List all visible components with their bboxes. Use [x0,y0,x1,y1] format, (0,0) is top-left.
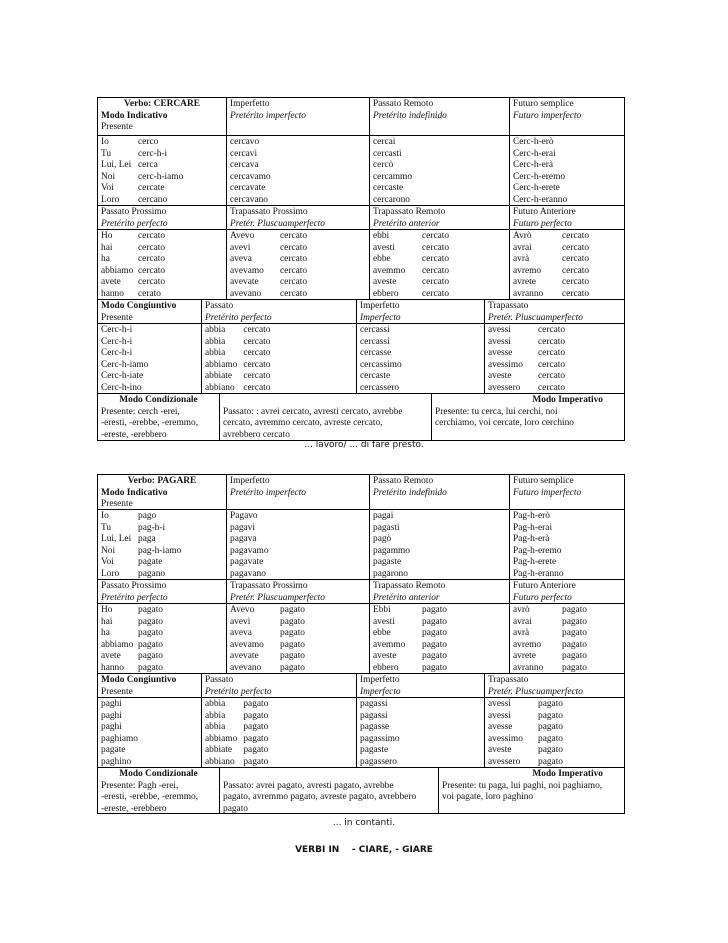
mood-label: Modo Congiuntivo [101,301,177,311]
tense-label: Presente [101,122,133,133]
exercise-note: ... lavoro/ ... di fare presto. [304,440,424,450]
exercise-note: ... in contanti. [332,818,396,828]
indicativo-header-row: Verbo: PAGARE Modo Indicativo Presente Imperfetto Pretérito imperfecto Passato Remoto Pretérito indefinido Futuro semplice Futuro imperfecto [98,475,624,510]
verb-title: Verbo: PAGARE [127,476,197,486]
remoto-col: cercai cercasti cercò cercammo cercaste cercarono [369,136,509,205]
section-heading: VERBI IN - CIARE, - GIARE [295,845,433,855]
simple-forms-row [98,136,624,206]
conjugation-table-pagare [97,474,625,814]
tense-label: Futuro semplice [513,99,574,109]
tense-label: Imperfetto [230,99,270,109]
compound-forms-row: Ho cercato hai cercato ha cercato abbiamo cercato avete cercato hanno cerato Avevo cercato avevi cercato aveva cercato avevamo cercato avevate cercato avevano cercato ebbi cercato avesti cercato ebbe cercato avemmo cercato aveste cercato ebbero cercato Avrò cercato avrai cercato avrà cercato avremo cercato avrete cercato avranno cercato [98,230,624,300]
indicativo-header-row [98,98,624,136]
verb-title: Verbo: CERCARE [124,99,200,109]
conjugation-table-cercare [97,97,625,441]
simple-forms-row: Io pago Tu pag-h-i Lui, Lei paga Noi pag-h-iamo Voi pagate Loro pagano Pagavo pagavi pagava pagavamo pagavate pagavano pagai pagasti pagò pagammo pagaste pagarono Pag-h-erò Pag-h-erai Pag-h-erà Pag-h-eremo Pag-h-erete Pag-h-eranno [98,510,624,580]
compound-header-row: Passato Prossimo Pretérito perfecto Trapassato Prossimo Pretér. Pluscuamperfecto Trapassato Remoto Pretérito anterior Futuro Anteriore Futuro perfecto [98,580,624,604]
mood-label: Modo Indicativo [101,487,168,498]
mood-label: Modo Congiuntivo [101,675,177,685]
mood-label: Modo Indicativo [101,110,168,121]
tense-translation: Futuro imperfecto [513,110,582,121]
congiuntivo-forms-row: paghi paghi paghi paghiamo pagate paghino abbia pagato abbia pagato abbia pagato abbiamo pagato abbiate pagato abbiano pagato pagassi pagassi pagasse pagassimo pagaste pagassero avessi pagato avessi pagato avesse pagato avessimo pagato aveste pagato avessero pagato [98,698,624,768]
futuro-col: Cerc-h-erò Cerc-h-erai Cerc-h-erà Cerc-h-eremo Cerc-h-erete Cerc-h-eranno [509,136,626,205]
tense-translation: Pretérito indefinido [373,110,447,121]
presente-col: Io cerco Tu cerc-h-i Lui, Lei cerca Noi cerc-h-iamo Voi cercate Loro cercano [101,137,184,205]
compound-forms-row: Ho pagato hai pagato ha pagato abbiamo pagato avete pagato hanno pagato Avevo pagato avevi pagato aveva pagato avevamo pagato avevate pagato avevano pagato Ebbi pagato avesti pagato ebbe pagato avemmo pagato aveste pagato ebbero pagato avrò pagato avrai pagato avrà pagato avremo pagato avrete pagato avranno pagato [98,604,624,674]
imperfetto-col: cercavo cercavi cercava cercavamo cercavate cercavano [226,136,369,205]
mood-label: Modo Condizionale [119,395,198,405]
congiuntivo-header-row: Modo Congiuntivo Presente Passato Pretérito perfecto Imperfetto Imperfecto Trapassato Pretér. Pluscuamperfecto [98,674,624,698]
condizionale-imperativo-row: Modo Condizionale Presente: Pagh -erei, -eresti, -erebbe, -eremmo, -ereste, -erebbero Passato: avrei pagato, avresti pagato, avrebbe pagato, avremmo pagato, avreste pagato, avrebbero pagato Modo Imperativo Presente: tu paga, lui paghi, noi paghiamo, voi pagate, loro paghino [98,768,624,813]
congiuntivo-header-row: Modo Congiuntivo Presente Passato Pretérito perfecto Imperfetto Imperfecto Trapassato Pretér. Pluscuamperfecto [98,300,624,324]
mood-label: Modo Imperativo [532,395,603,405]
condizionale-imperativo-row: Modo Condizionale Presente: cerch -erei, -eresti, -erebbe, -eremmo, -ereste, -erebbero Passato: : avrei cercato, avresti cercato, avrebbe cercato, avremmo cercato, avreste cercato, avrebbero cercato Modo Imperativo Presente: tu cerca, lui cerchi, noi cerchiamo, voi cercate, loro cerchino [98,394,624,440]
tense-label: Passato Remoto [373,99,434,109]
compound-header-row: Passato Prossimo Pretérito perfecto Trapassato Prossimo Pretér. Pluscuamperfecto Trapassato Remoto Pretérito anterior Futuro Anteriore Futuro perfecto [98,206,624,230]
mood-label: Modo Condizionale [119,769,198,779]
tense-translation: Pretérito imperfecto [230,110,306,121]
mood-label: Modo Imperativo [532,769,603,779]
congiuntivo-forms-row: Cerc-h-i Cerc-h-i Cerc-h-i Cerc-h-iamo Cerc-h-iate Cerc-h-ino abbia cercato abbia cercato abbia cercato abbiamo cercato abbiate cercato abbiano cercato cercassi cercassi cercasse cercassimo cercaste cercassero avessi cercato avessi cercato avesse cercato avessimo cercato aveste cercato avessero cercato [98,324,624,394]
